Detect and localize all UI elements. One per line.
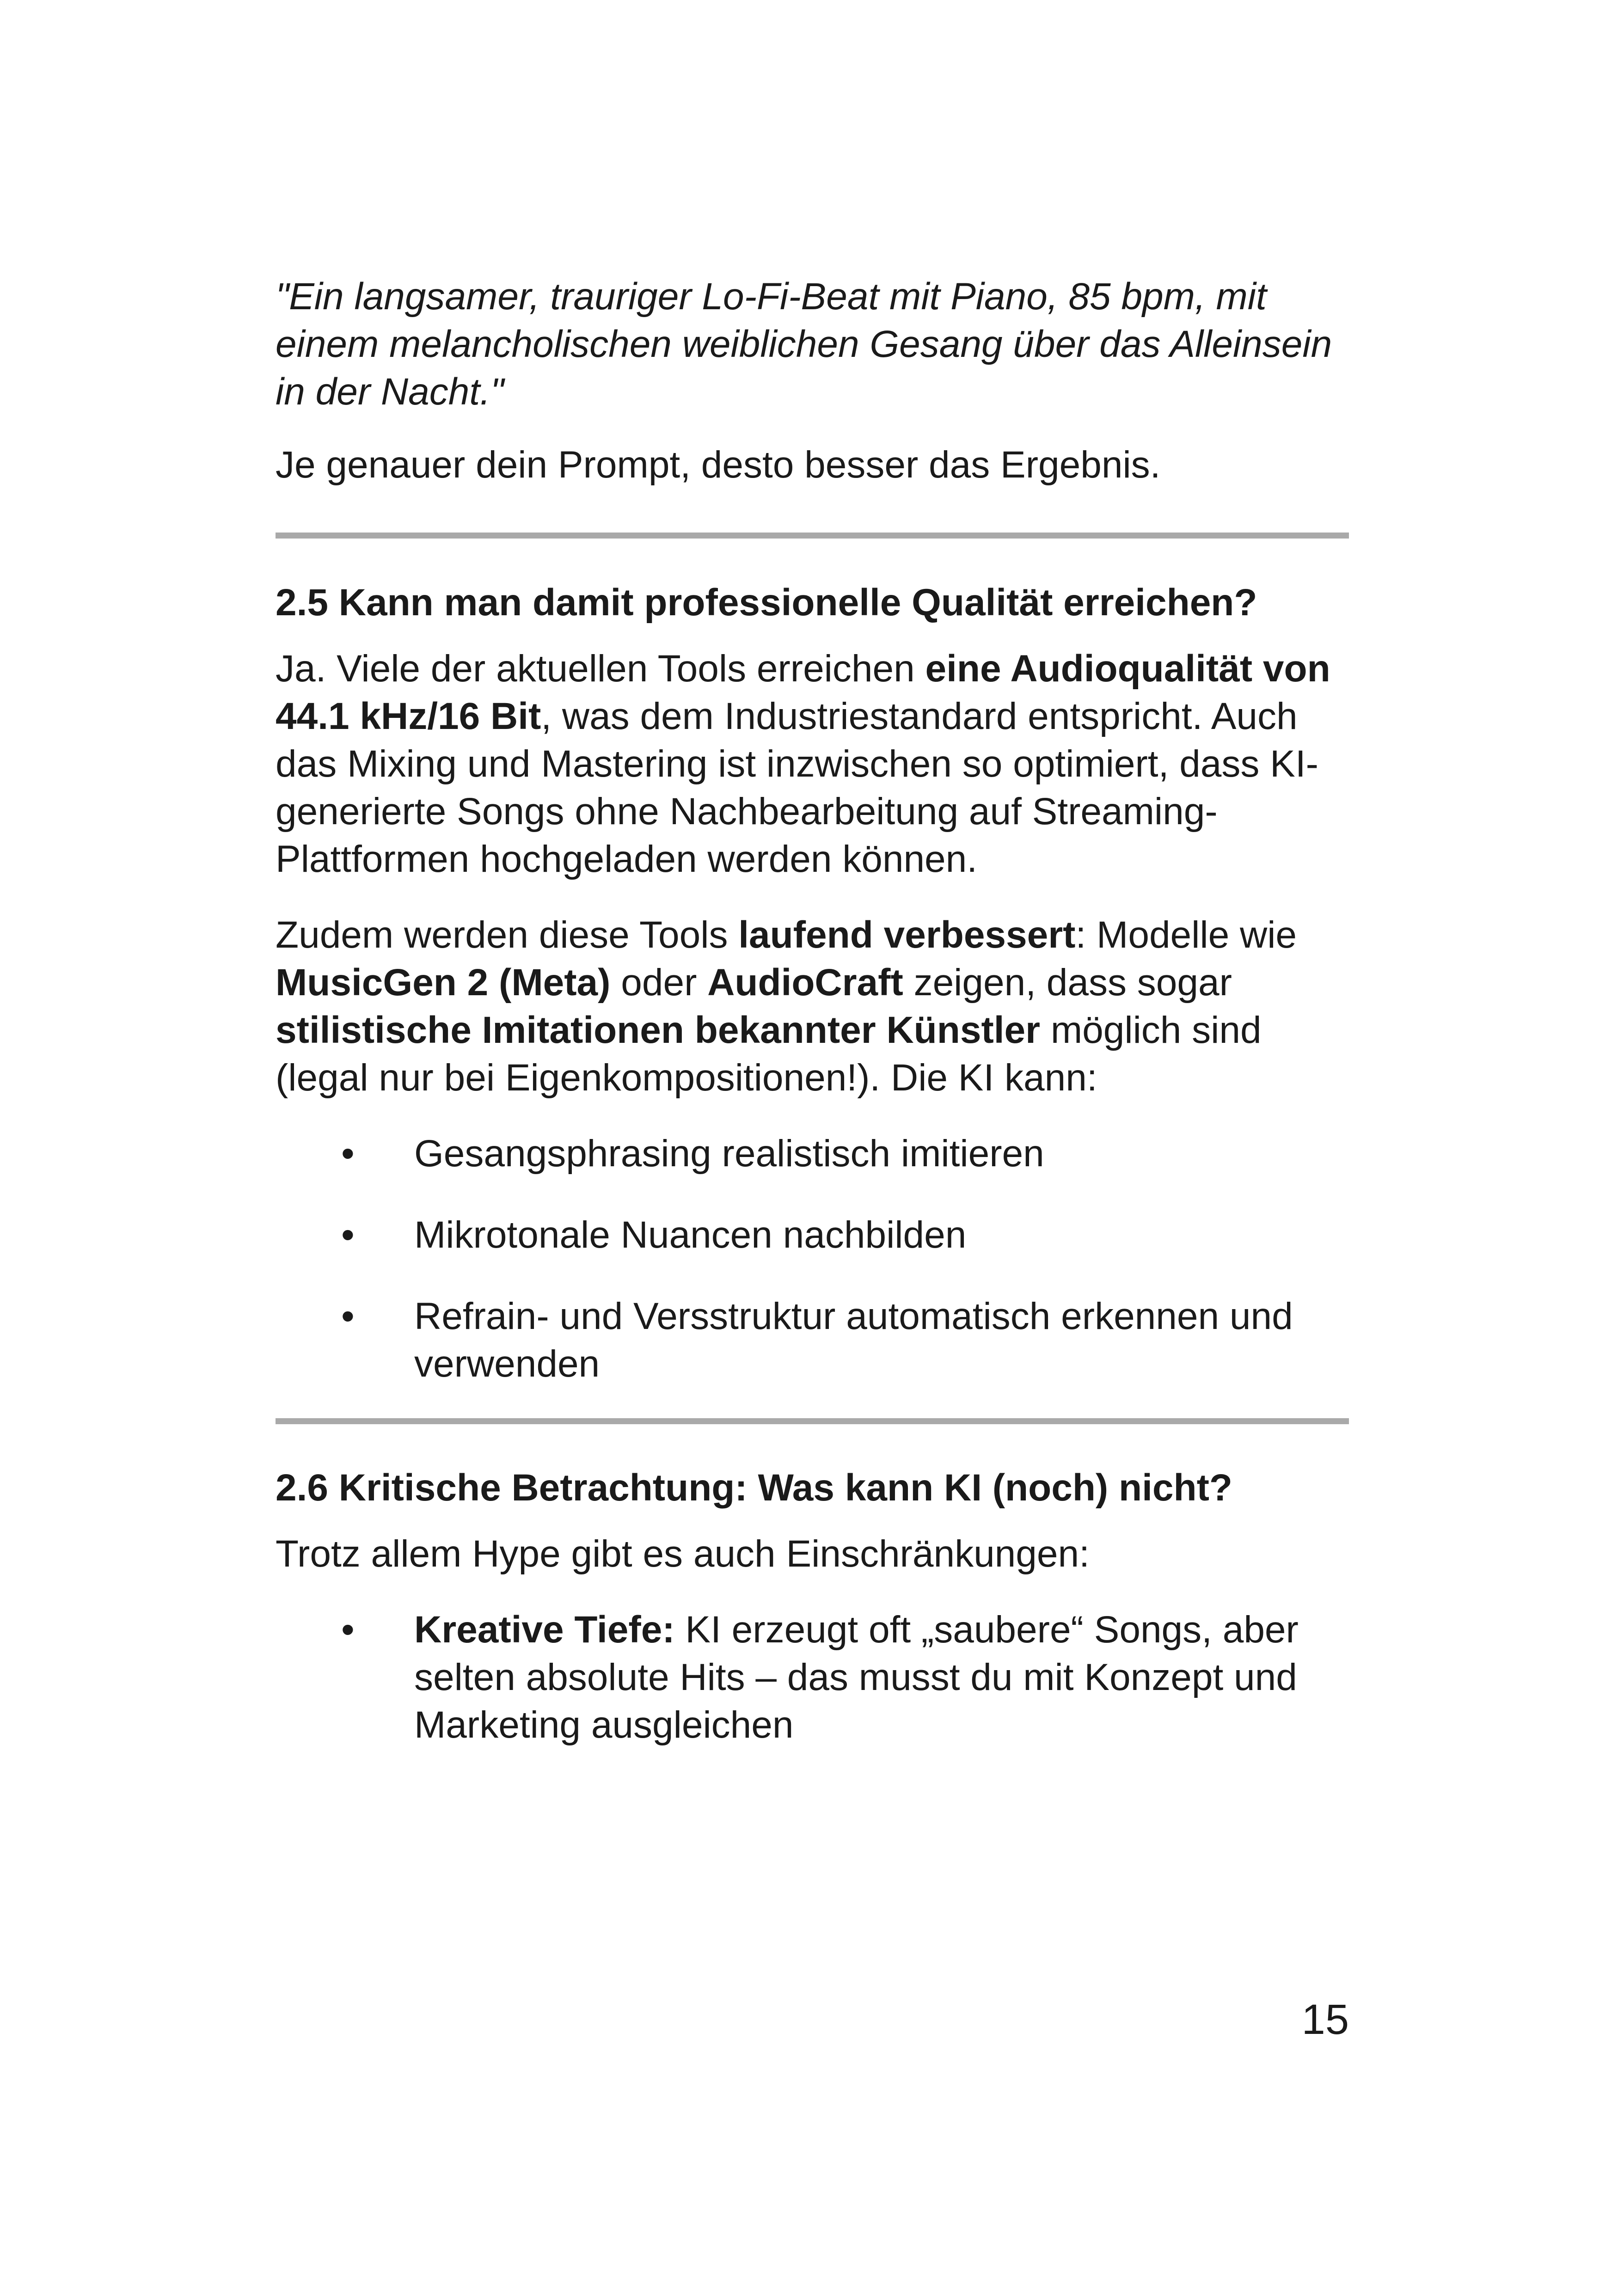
page-content bbox=[276, 273, 1349, 1782]
page-number: 15 bbox=[1301, 1996, 1349, 2043]
list-item-text: Refrain- und Versstruktur automatisch erkennen und verwenden bbox=[414, 1295, 1293, 1385]
list-item bbox=[276, 1211, 1349, 1259]
bullet-icon: • bbox=[341, 1214, 355, 1256]
text-run: , was dem Industriestandard entspricht. Auch das Mixing und Mastering ist inzwischen so optimiert, dass KI-generierte Songs ohne Nachbearbeitung auf Streaming-Plattformen hochgeladen werden können. bbox=[276, 695, 1318, 880]
text-run: Zudem werden diese Tools bbox=[276, 914, 739, 956]
text-run: zeigen, dass sogar bbox=[903, 961, 1232, 1004]
list-item-text: Mikrotonale Nuancen nachbilden bbox=[414, 1214, 967, 1256]
list-item-bold-label: Kreative Tiefe: bbox=[414, 1609, 675, 1651]
text-run: möglich sind (legal nur bei Eigenkompositionen!). Die KI kann: bbox=[276, 1009, 1262, 1099]
paragraph-audio-quality bbox=[276, 645, 1349, 883]
text-run: : Modelle wie bbox=[1075, 914, 1297, 956]
bold-text: stilistische Imitationen bekannter Künstler bbox=[276, 1009, 1041, 1051]
list-item-text: Gesangsphrasing realistisch imitieren bbox=[414, 1133, 1044, 1175]
bullet-icon: • bbox=[341, 1295, 355, 1337]
bold-text: AudioCraft bbox=[707, 961, 903, 1004]
bullet-icon: • bbox=[341, 1133, 355, 1175]
section-divider bbox=[276, 533, 1349, 539]
prompt-note: Je genauer dein Prompt, desto besser das Ergebnis. bbox=[276, 444, 1161, 486]
list-item bbox=[276, 1292, 1349, 1388]
section-heading-2-5: 2.5 Kann man damit professionelle Qualität erreichen? bbox=[276, 582, 1257, 624]
prompt-example-quote: "Ein langsamer, trauriger Lo-Fi-Beat mit Piano, 85 bpm, mit einem melancholischen weiblichen Gesang über das Alleinsein in der Nacht." bbox=[276, 276, 1332, 413]
text-run: oder bbox=[610, 961, 708, 1004]
ki-capabilities-list bbox=[276, 1130, 1349, 1388]
list-item bbox=[276, 1606, 1349, 1749]
list-item-text: KI erzeugt oft „saubere“ Songs, aber selten absolute Hits – das musst du mit Konzept und Marketing ausgleichen bbox=[414, 1609, 1299, 1746]
text-run: Ja. Viele der aktuellen Tools erreichen bbox=[276, 648, 925, 690]
paragraph-tool-improvements bbox=[276, 911, 1349, 1102]
bold-text: laufend verbessert bbox=[738, 914, 1076, 956]
section-heading-2-6: 2.6 Kritische Betrachtung: Was kann KI (noch) nicht? bbox=[276, 1467, 1232, 1509]
bullet-icon: • bbox=[341, 1609, 355, 1651]
ki-limitations-list bbox=[276, 1606, 1349, 1749]
list-item bbox=[276, 1130, 1349, 1177]
section-divider bbox=[276, 1418, 1349, 1424]
bold-text: MusicGen 2 (Meta) bbox=[276, 961, 611, 1004]
paragraph-limitations-intro: Trotz allem Hype gibt es auch Einschränkungen: bbox=[276, 1533, 1090, 1575]
bold-text: eine Audioqualität von 44.1 kHz/16 Bit bbox=[276, 648, 1330, 737]
